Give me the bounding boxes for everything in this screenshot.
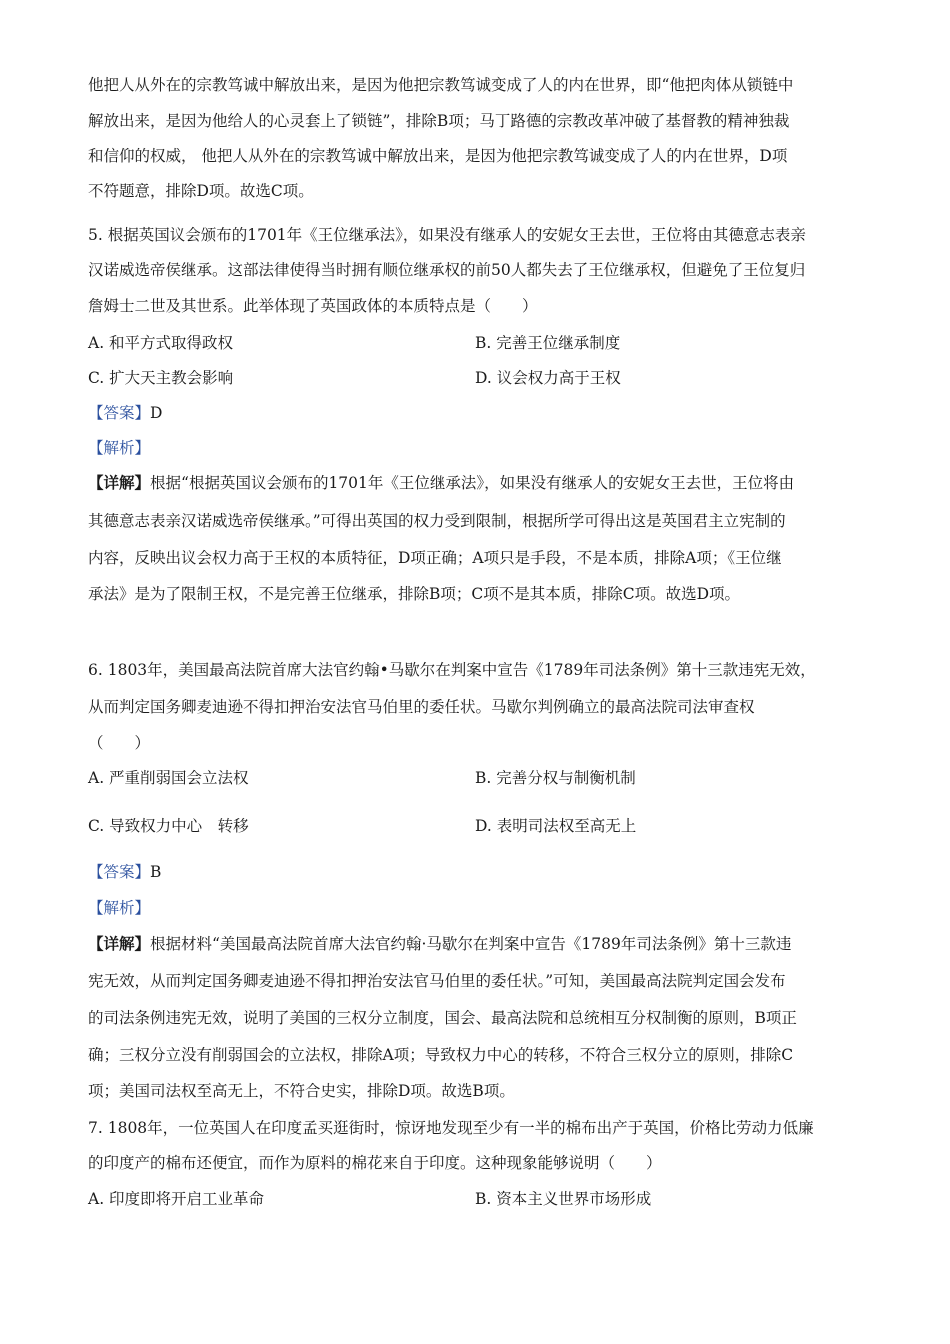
q6-detail-line-2: 宪无效，从而判定国务卿麦迪逊不得扣押治安法官马伯里的委任状。”可知，美国最高法院判定国会发布	[88, 972, 786, 990]
q6-detail-tag: 【详解】	[88, 934, 151, 953]
q6-stem-line-1: 6. 1803年，美国最高法院首席大法官约翰•马歇尔在判案中宣告《1789年司法条例》第十三款违宪无效，	[88, 661, 816, 679]
q6-option-d: D. 表明司法权至高无上	[475, 817, 637, 835]
q5-detail-line-2: 其德意志表亲汉诺威选帝侯继承。”可得出英国的权力受到限制，根据所学可得出这是英国君主立宪制的	[88, 512, 786, 530]
q6-option-c: C. 导致权力中心 转移	[88, 817, 249, 835]
q5-option-b: B. 完善王位继承制度	[475, 334, 621, 352]
q6-detail-line-3: 的司法条例违宪无效，说明了美国的三权分立制度，国会、最高法院和总统相互分权制衡的原则，B项正	[88, 1009, 797, 1027]
q7-stem-line-1: 7. 1808年，一位英国人在印度孟买逛街时，惊讶地发现至少有一半的棉布出产于英国，价格比劳动力低廉	[88, 1119, 814, 1137]
q5-stem-line-2: 汉诺威选帝侯继承。这部法律使得当时拥有顺位继承权的前50人都失去了王位继承权，但避免了王位复归	[88, 261, 806, 279]
q6-answer	[88, 862, 910, 882]
q5-detail-text-1: 根据“根据英国议会颁布的1701年《王位继承法》，如果没有继承人的安妮女王去世，王位将由	[150, 474, 795, 492]
q6-option-a: A. 严重削弱国会立法权	[88, 769, 249, 787]
q5-option-d: D. 议会权力高于王权	[475, 369, 621, 387]
q6-stem-line-3: （ ）	[88, 734, 151, 752]
q6-analysis-tag	[88, 898, 910, 918]
q6-detail-line-4: 确；三权分立没有削弱国会的立法权，排除A项；导致权力中心的转移，不符合三权分立的原则，排除C	[88, 1046, 794, 1064]
q5-detail-tag: 【详解】	[88, 473, 151, 492]
q5-option-c: C. 扩大天主教会影响	[88, 369, 234, 387]
q5-stem-line-1: 5. 根据英国议会颁布的1701年《王位继承法》，如果没有继承人的安妮女王去世，王位将由其德意志表亲	[88, 226, 806, 244]
q6-detail-line-5: 项；美国司法权至高无上，不符合史实，排除D项。故选B项。	[88, 1082, 515, 1100]
q6-answer-value: B	[150, 863, 162, 881]
q5-answer-value: D	[150, 404, 163, 422]
q5-stem-line-3: 詹姆士二世及其世系。此举体现了英国政体的本质特点是（ ）	[88, 297, 538, 315]
q7-option-a: A. 印度即将开启工业革命	[88, 1190, 265, 1208]
q5-option-a: A. 和平方式取得政权	[88, 334, 234, 352]
q6-option-b: B. 完善分权与制衡机制	[475, 769, 636, 787]
q7-option-b: B. 资本主义世界市场形成	[475, 1190, 652, 1208]
q5-detail-line-3: 内容，反映出议会权力高于王权的本质特征，D项正确；A项只是手段，不是本质，排除A项；《王位继	[88, 549, 782, 567]
q6-answer-tag: 【答案】	[88, 863, 151, 881]
q5-answer	[88, 403, 910, 423]
q5-answer-tag: 【答案】	[88, 404, 151, 422]
q5-analysis-tag	[88, 438, 910, 458]
prev-explanation-line-3: 和信仰的权威， 他把人从外在的宗教笃诚中解放出来，是因为他把宗教笃诚变成了人的内在世界，D项	[88, 147, 788, 165]
q6-detail-line-1	[88, 934, 910, 954]
q5-detail-line-1	[88, 473, 910, 493]
q6-detail-text-1: 根据材料“美国最高法院首席大法官约翰·马歇尔在判案中宣告《1789年司法条例》第十三款违	[150, 935, 792, 953]
prev-explanation-line-1: 他把人从外在的宗教笃诚中解放出来，是因为他把宗教笃诚变成了人的内在世界，即“他把肉体从锁链中	[88, 76, 794, 94]
q6-analysis-label: 【解析】	[88, 899, 151, 917]
q7-stem-line-2: 的印度产的棉布还便宜，而作为原料的棉花来自于印度。这种现象能够说明（ ）	[88, 1154, 662, 1172]
q5-analysis-label: 【解析】	[88, 439, 151, 457]
prev-explanation-line-2: 解放出来，是因为他给人的心灵套上了锁链”，排除B项；马丁路德的宗教改革冲破了基督教的精神独裁	[88, 112, 790, 130]
prev-explanation-line-4: 不符题意，排除D项。故选C项。	[88, 182, 314, 200]
q6-stem-line-2: 从而判定国务卿麦迪逊不得扣押治安法官马伯里的委任状。马歇尔判例确立的最高法院司法审查权	[88, 698, 755, 716]
q5-detail-line-4: 承法》是为了限制王权，不是完善王位继承，排除B项；C项不是其本质，排除C项。故选D项。	[88, 585, 741, 603]
